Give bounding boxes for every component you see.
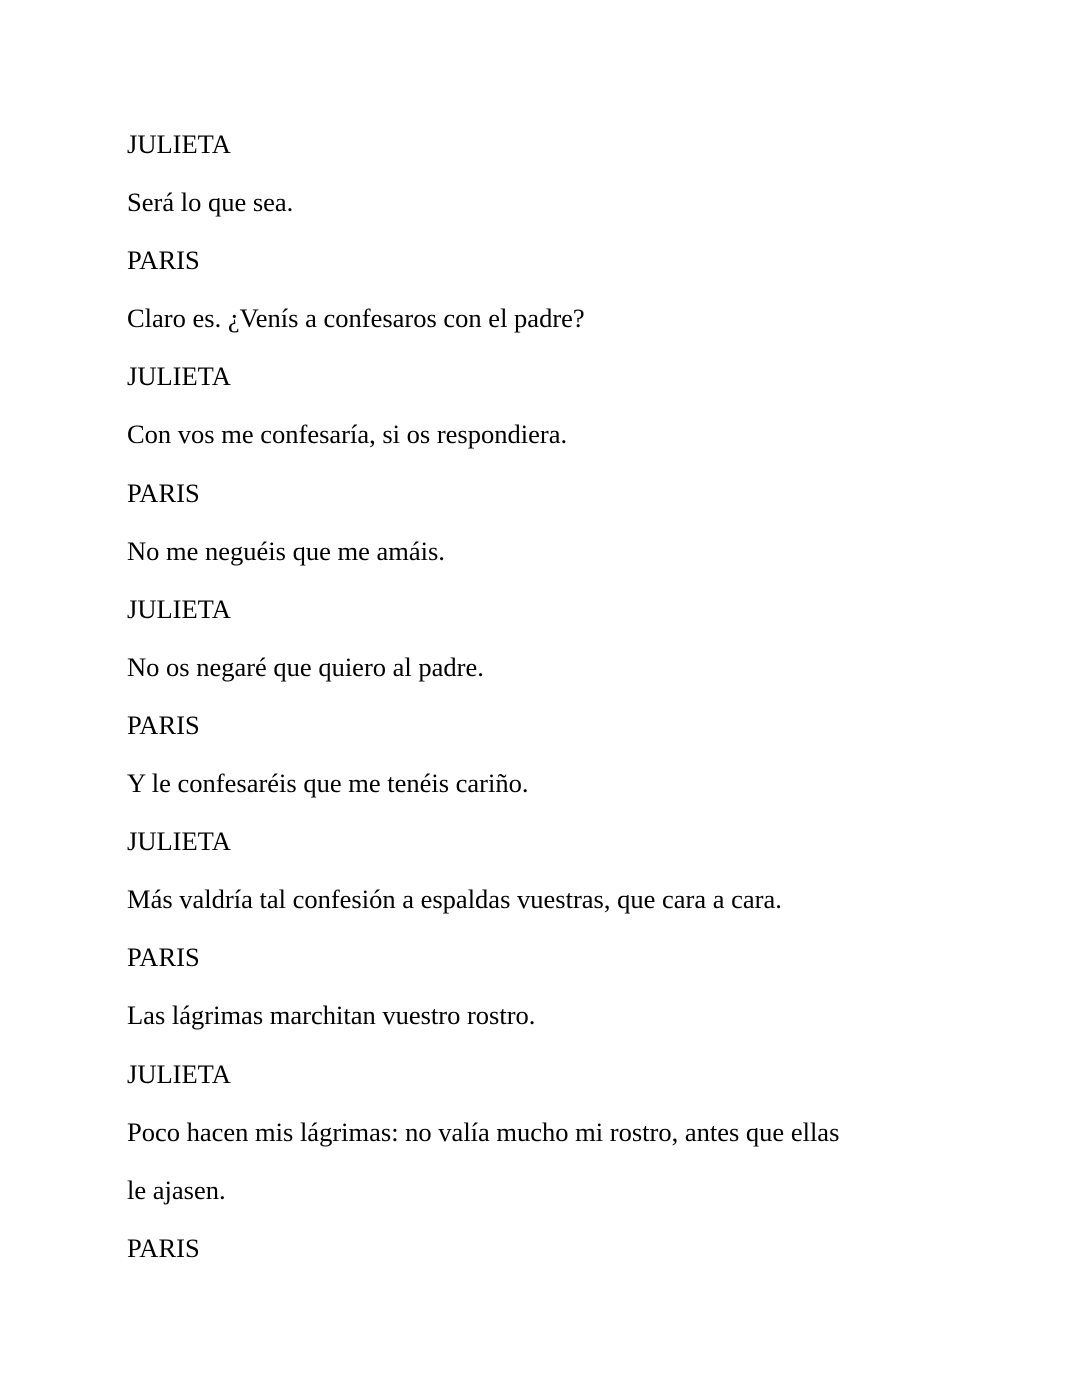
dialogue-line: Las lágrimas marchitan vuestro rostro. — [127, 1000, 536, 1031]
document-page — [127, 115, 839, 1277]
speaker-name: PARIS — [127, 942, 200, 973]
dialogue-line: Será lo que sea. — [127, 187, 294, 218]
speaker-name: JULIETA — [127, 593, 231, 624]
dialogue-line: Y le confesaréis que me tenéis cariño. — [127, 768, 529, 799]
dialogue-line: No os negaré que quiero al padre. — [127, 651, 484, 682]
dialogue-line: Poco hacen mis lágrimas: no valía mucho mi rostro, antes que ellas — [127, 1116, 840, 1147]
dialogue-line: Con vos me confesaría, si os respondiera. — [127, 419, 568, 450]
dialogue-line: No me neguéis que me amáis. — [127, 535, 445, 566]
dialogue-line: Claro es. ¿Venís a confesaros con el padre? — [127, 303, 585, 334]
speaker-name: JULIETA — [127, 826, 231, 857]
speaker-name: PARIS — [127, 1232, 200, 1263]
speaker-name: PARIS — [127, 477, 200, 508]
speaker-name: JULIETA — [127, 129, 231, 159]
speaker-name: JULIETA — [127, 1058, 231, 1089]
dialogue-line: Más valdría tal confesión a espaldas vuestras, que cara a cara. — [127, 884, 782, 915]
dialogue-line: le ajasen. — [127, 1174, 226, 1205]
speaker-name: PARIS — [127, 709, 200, 740]
speaker-name: JULIETA — [127, 361, 231, 392]
speaker-name: PARIS — [127, 245, 200, 276]
